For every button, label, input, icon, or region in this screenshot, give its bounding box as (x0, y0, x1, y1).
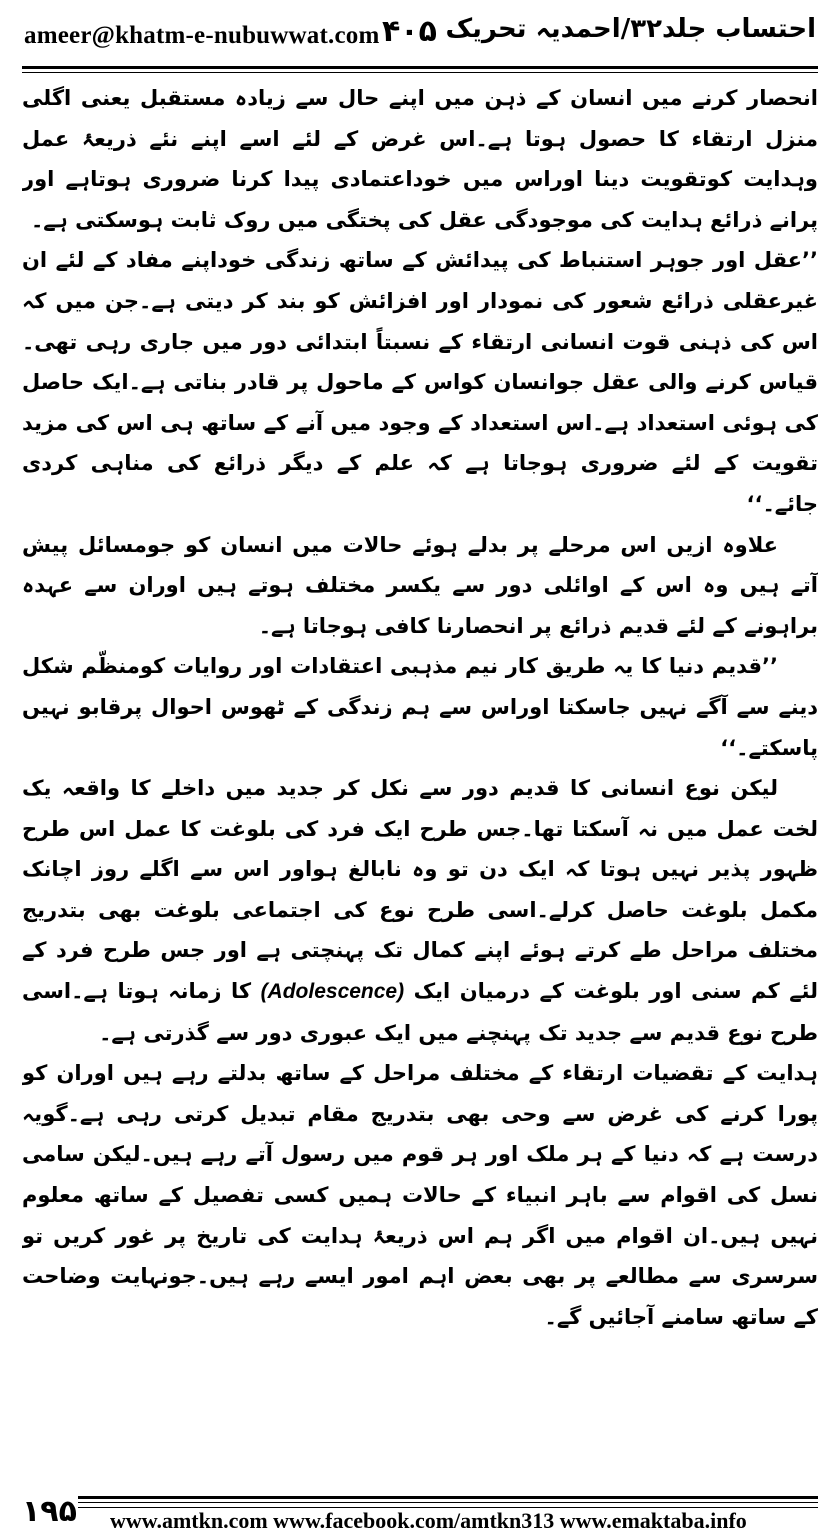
header-title: احتساب جلد۳۲/احمدیہ تحریک (445, 14, 816, 44)
footer-page-number: ۱۹۵ (22, 1494, 77, 1529)
page-header (0, 0, 840, 70)
page-footer (0, 1486, 840, 1540)
footer-links[interactable]: www.amtkn.com www.facebook.com/amtkn313 www.emaktaba.info (110, 1508, 747, 1533)
paragraph-1: انحصار کرنے میں انسان کے ذہن میں اپنے حال سے زیادہ مستقبل یعنی اگلی منزل ارتقاء کا حصول ہوتا ہے۔اس غرض کے لئے اسے اپنے نئے ذریعۂ عمل وہدایت کوتقویت دینا اوراس میں خوداعتمادی پیدا کرنا ضروری ہوتاہے اور پرانے ذرائع ہدایت کی موجودگی عقل کی پختگی میں روک ثابت ہوسکتی ہے۔ (22, 86, 818, 232)
paragraph-5-part-2: کا زمانہ ہوتا ہے۔اسی طرح نوع قدیم سے جدید تک پہنچنے میں ایک عبوری دور سے گذرتی ہے۔ (22, 979, 818, 1045)
paragraph-3: علاوہ ازیں اس مرحلے پر بدلے ہوئے حالات میں انسان کو جومسائل پیش آتے ہیں وہ اس کے اوائلی دور سے یکسر مختلف ہوتے ہیں اوران سے عہدہ براہونے کے لئے قدیم ذرائع پر انحصارنا کافی ہوجاتا ہے۔ (22, 532, 818, 638)
paragraph-2-quote: ’’عقل اور جوہر استنباط کی پیدائش کے ساتھ زندگی خوداپنے مفاد کے لئے ان غیرعقلی ذرائع شعور کی نمودار اور افزائش کو بند کر دیتی ہے۔جن میں کہ اس کی ذہنی قوت انسانی ارتقاء کے نسبتاً ابتدائی دور میں جاری رہی تھی۔قیاس کرنے والی عقل جوانسان کواس کے ماحول پر قادر بناتی ہے۔ایک حاصل کی ہوئی استعداد ہے۔اس استعداد کے وجود میں آنے کے ساتھ ہی اس کی مزید تقویت کے لئے ضروری ہوجاتا ہے کہ علم کے دیگر ذرائع کی مناہی کردی جائے۔‘‘ (22, 248, 818, 516)
paragraph-5-part-1: لیکن نوع انسانی کا قدیم دور سے نکل کر جدید میں داخلے کا واقعہ یک لخت عمل میں نہ آسکتا تھا۔جس طرح ایک فرد کی بلوغت کا عمل اس طرح ظہور پذیر نہیں ہوتا کہ ایک دن تو وہ نابالغ ہواور اس سے اگلے روز اچانک مکمل بلوغت حاصل کرلے۔اسی طرح نوع کی اجتماعی بلوغت بھی بتدریج مختلف مراحل طے کرتے ہوئے اپنے کمال تک پہنچتی ہے اور جس طرح فرد کے لئے کم سنی اور بلوغت کے درمیان ایک (22, 776, 818, 1004)
body-text (22, 78, 818, 1473)
header-email: ameer@khatm-e-nubuwwat.com (24, 22, 380, 49)
footer-rule-thick (78, 1496, 818, 1499)
paragraph-4-quote: ’’قدیم دنیا کا یہ طریق کار نیم مذہبی اعتقادات اور روایات کومنظّم شکل دینے سے آگے نہیں جاسکتا اوراس سے ہم زندگی کے ٹھوس احوال پرقابو نہیں پاسکتے۔‘‘ (22, 654, 818, 760)
footer-rule-thin (78, 1502, 818, 1503)
adolescence-term: (Adolescence) (260, 980, 405, 1004)
paragraph-6: ہدایت کے تقضیات ارتقاء کے مختلف مراحل کے ساتھ بدلتے رہے ہیں اوران کو پورا کرنے کی غرض سے وحی بھی بتدریج مقام تبدیل کرتی رہی ہے۔گویہ درست ہے کہ دنیا کے ہر ملک اور ہر قوم میں رسول آتے رہے ہیں۔لیکن سامی نسل کی اقوام سے باہر انبیاء کے حالات ہمیں کسی تفصیل کے ساتھ معلوم نہیں ہیں۔ان اقوام میں اگر ہم اس ذریعۂ ہدایت کی تاریخ پر غور کریں تو سرسری سے مطالعے پر بھی بعض اہم امور ایسے رہے ہیں۔جونہایت وضاحت کے ساتھ سامنے آجائیں گے۔ (22, 1061, 818, 1329)
header-divider (22, 66, 818, 73)
header-page-number: ۴۰۵ (382, 14, 437, 49)
paragraph-5 (22, 768, 818, 1053)
